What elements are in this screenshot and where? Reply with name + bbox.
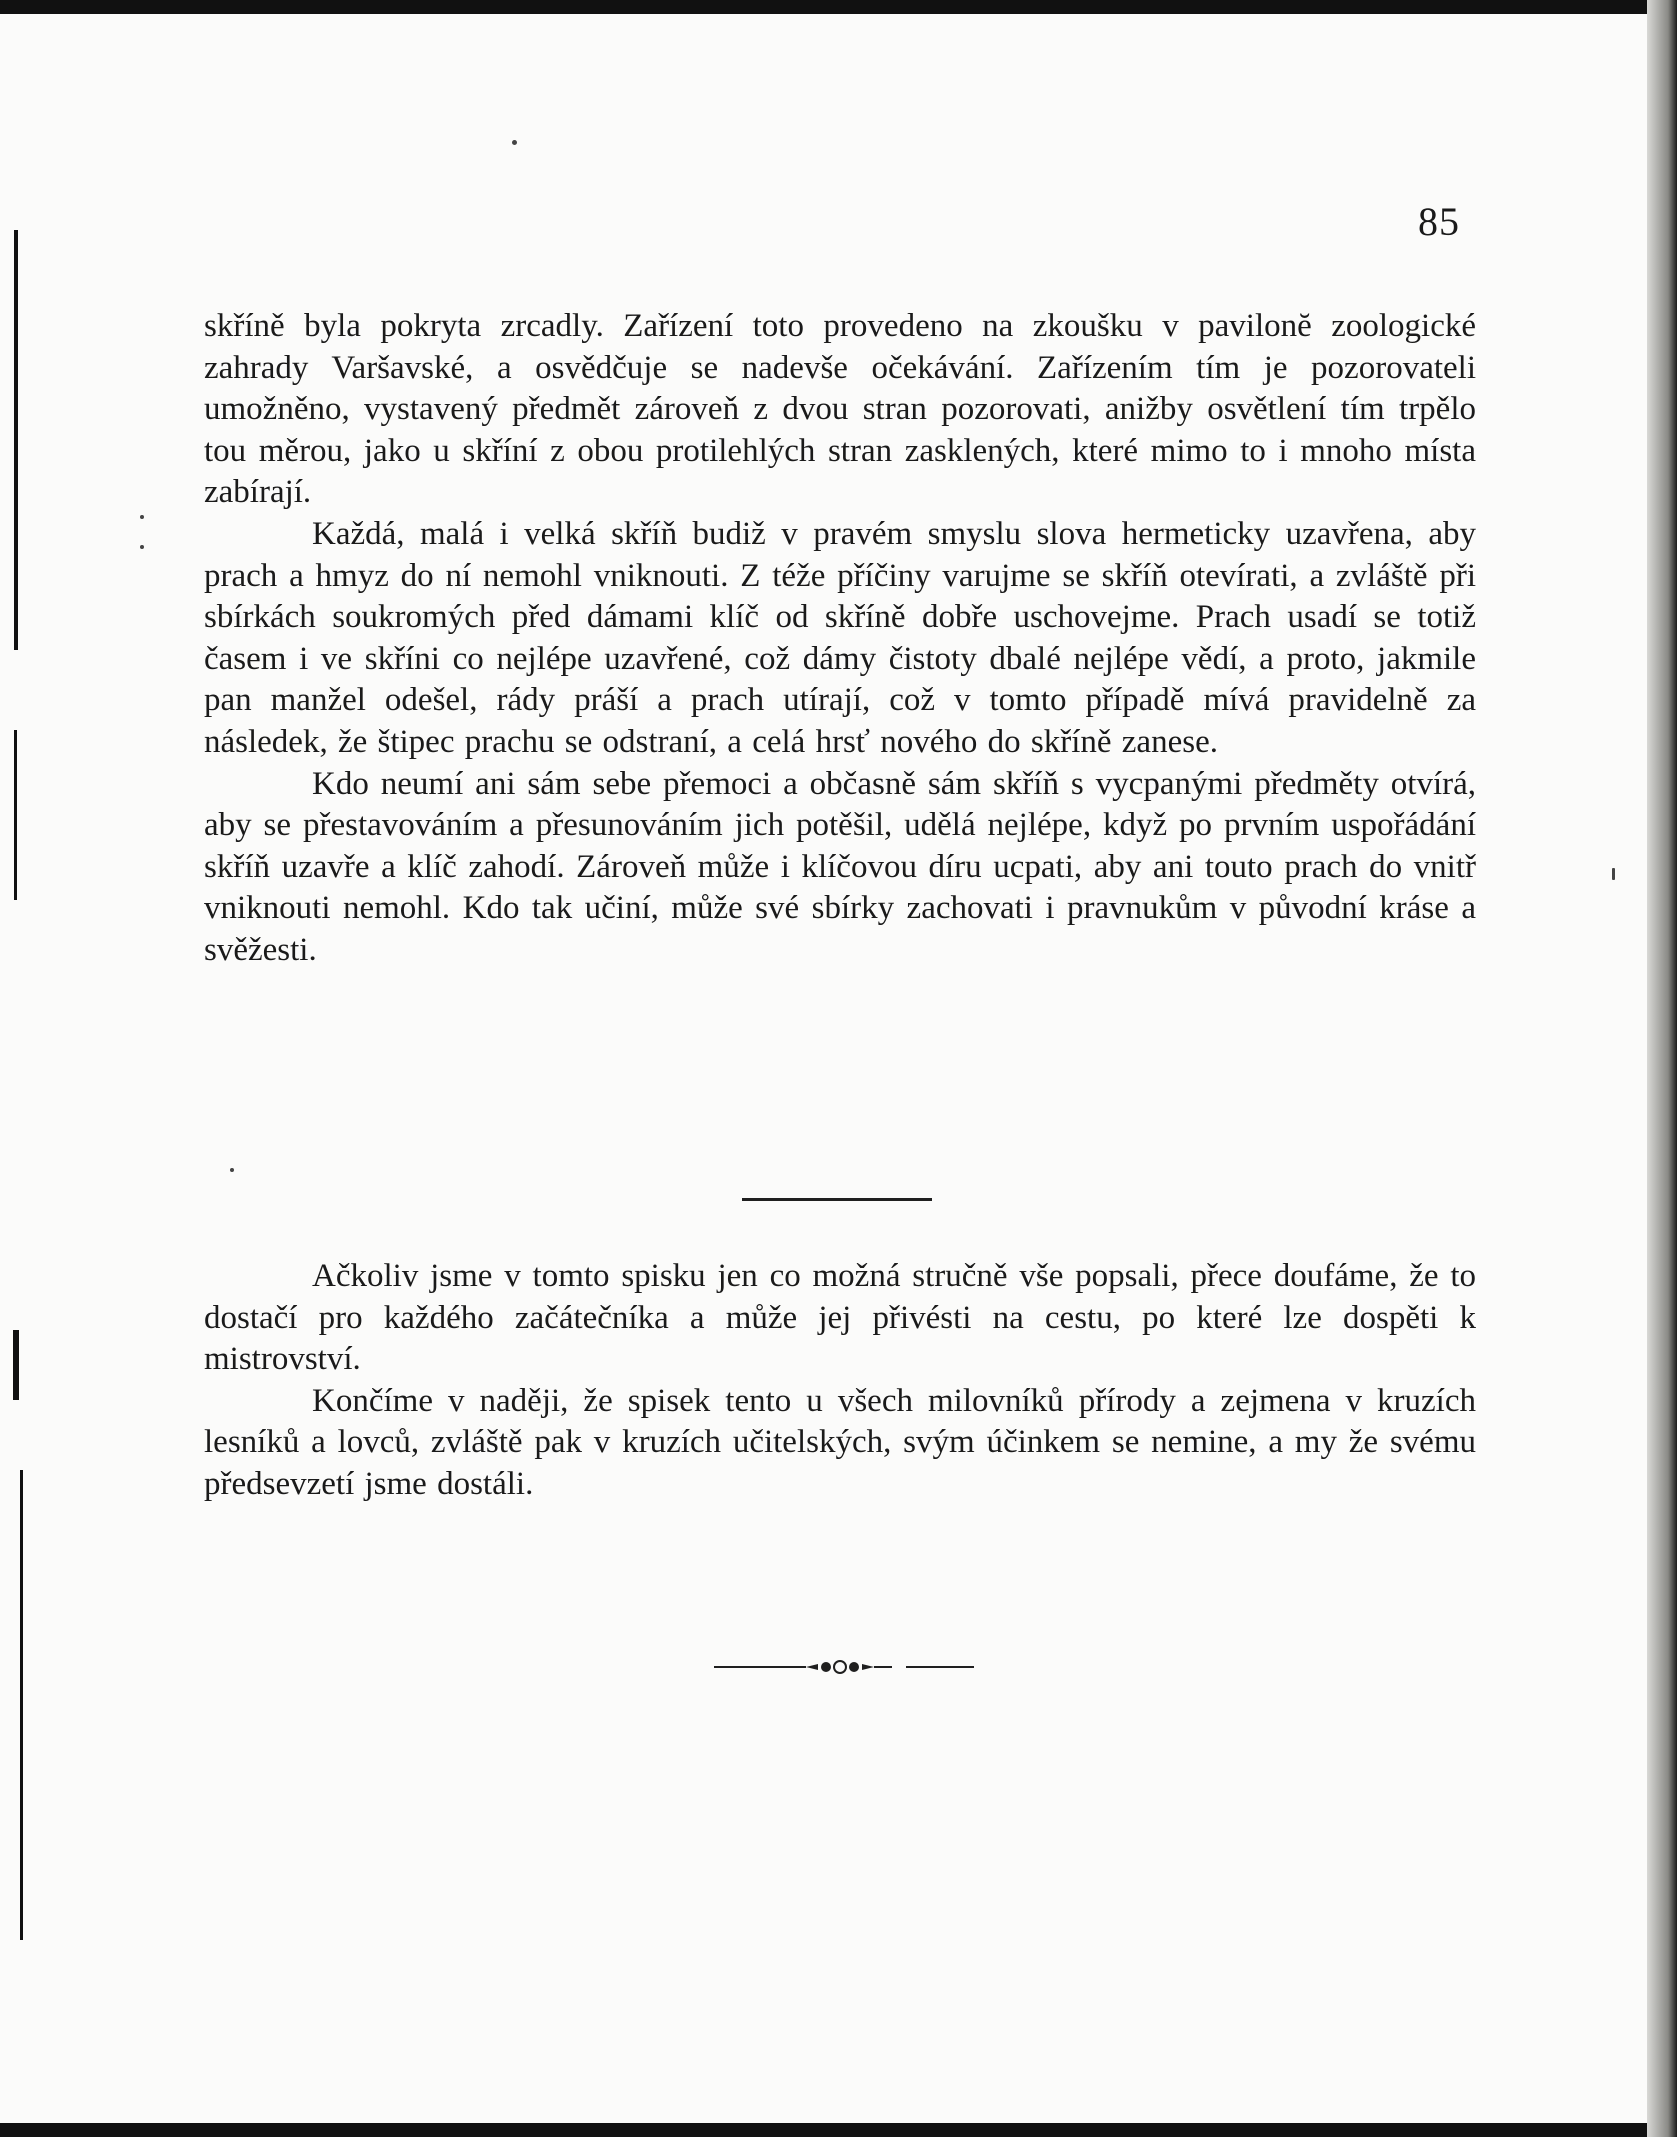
speck [140, 515, 144, 519]
speck [230, 1168, 234, 1172]
paragraph-1: skříně byla pokryta zrcadly. Zařízení toto provedeno na zkoušku v pavilonĕ zoologické zahrady Varšavské, a osvědčuje se nadevše očekávání. Zařízením tím je pozorovateli umožněno, vystavený předmět zároveň z dvou stran pozorovati, anižby osvětlení tím trpělo tou měrou, jako u skříní z obou protilehlých stran zasklených, které mimo to i mnoho místa zabírají. [204, 308, 1476, 511]
scan-edge-right [1647, 0, 1677, 2137]
scan-edge-top [0, 0, 1677, 14]
binding-mark [14, 730, 17, 900]
binding-mark [13, 1330, 19, 1400]
closing-text-section [204, 1256, 1476, 1506]
paragraph-2: Každá, malá i velká skříň budiž v pravém smyslu slova hermeticky uzavřena, aby prach a hmyz do ní nemohl vniknouti. Z téže příčiny varujme se skříň otevírati, a zvláště při sbírkách soukromých před dámami klíč od skříně dobře uschovejme. Prach usadí se totiž časem i ve skříni co nejlépe uzavřené, což dámy čistoty dbalé nejlépe vědí, a proto, jakmile pan manžel odešel, rády práší a prach utírají, což v tomto případě mívá pravidelně za následek, že štipec prachu se odstraní, a celá hrsť nového do skříně zanese. [204, 515, 1476, 760]
paragraph-4: Ačkoliv jsme v tomto spisku jen co možná stručně vše popsali, přece doufáme, že to dostačí pro každého začátečníka a může jej přivésti na cestu, po které lze dospěti k mistrovství. [204, 1258, 1476, 1378]
paragraph-5: Končíme v naději, že spisek tento u všech milovníků přírody a zejmena v kruzích lesníků a lovců, zvláště pak v kruzích učitelských, svým účinkem se nemine, a my že svému předsevzetí jsme dostáli. [204, 1382, 1476, 1502]
section-divider [742, 1198, 932, 1201]
paragraph-3: Kdo neumí ani sám sebe přemoci a občasně sám skříň s vycpanými předměty otvírá, aby se přestavováním a přesunováním jich potěšil, udělá nejlépe, když po prvním uspořádání skříň uzavře a klíč zahodí. Zároveň může i klíčovou díru ucpati, aby ani touto prach do vnitř vniknouti nemohl. Kdo tak učiní, může své sbírky zachovati i pravnukům v původní kráse a svěžesti. [204, 765, 1476, 968]
speck [140, 545, 144, 549]
binding-mark [14, 230, 18, 650]
main-text-section [204, 306, 1476, 972]
page-number: 85 [1418, 199, 1460, 244]
end-ornament-icon [714, 1655, 974, 1679]
speck [1612, 868, 1615, 880]
binding-mark [20, 1470, 23, 1940]
scan-edge-bottom [0, 2123, 1677, 2137]
speck [512, 140, 517, 145]
